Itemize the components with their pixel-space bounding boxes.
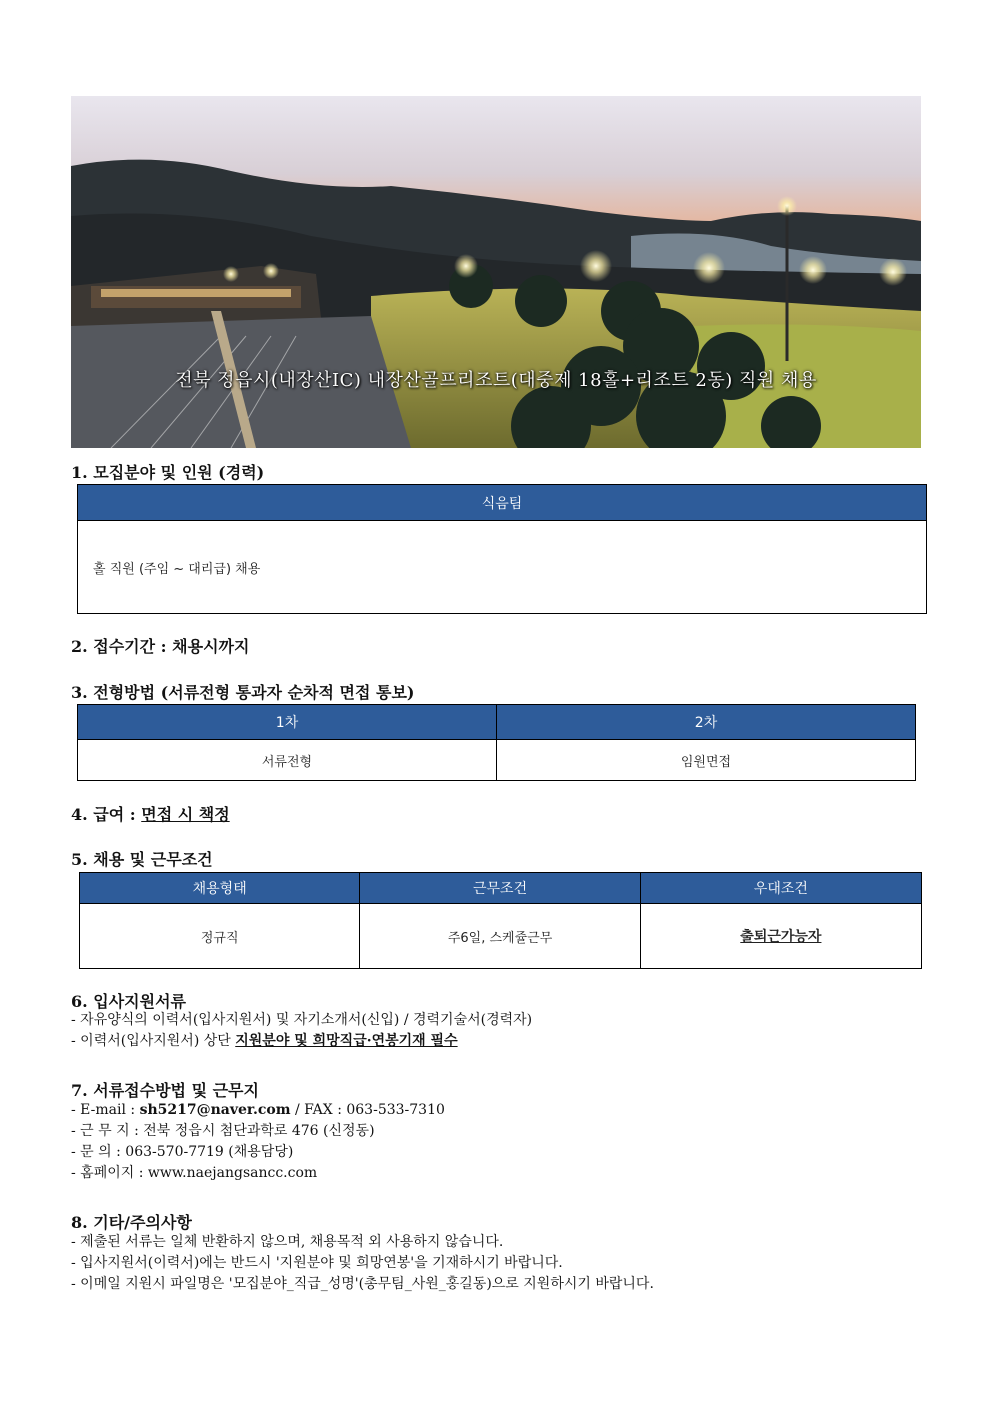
section-6-line-2-emphasis: 지원분야 및 희망직급·연봉기재 필수 bbox=[235, 1033, 458, 1049]
banner-photo bbox=[71, 96, 921, 448]
recruit-table-header: 식음팀 bbox=[78, 485, 927, 521]
resort-night-photo bbox=[71, 96, 921, 448]
selection-header-1: 1차 bbox=[78, 705, 497, 740]
email-link[interactable]: sh5217@naver.com bbox=[139, 1102, 291, 1118]
section-6-title: 6. 입사지원서류 bbox=[71, 992, 187, 1011]
selection-cell-2: 임원면접 bbox=[497, 740, 916, 781]
section-4-value: 면접 시 책정 bbox=[141, 805, 230, 824]
banner-title: 전북 정읍시(내장산IC) 내장산골프리조트(대중제 18홀+리조트 2동) 직원 채용 bbox=[175, 370, 817, 391]
section-7-address: - 근 무 지 : 전북 정읍시 첨단과학로 476 (신정동) bbox=[71, 1123, 375, 1139]
section-6-line-2-prefix: - 이력서(입사지원서) 상단 bbox=[71, 1033, 236, 1049]
conditions-cell-3: 출퇴근가능자 bbox=[640, 904, 921, 969]
section-4-label: 4. 급여 : bbox=[71, 805, 142, 824]
section-7-list bbox=[71, 1100, 445, 1184]
fax-text: / FAX : 063-533-7310 bbox=[290, 1102, 445, 1118]
conditions-header-2: 근무조건 bbox=[360, 873, 640, 904]
section-8-title: 8. 기타/주의사항 bbox=[71, 1213, 192, 1232]
selection-header-2: 2차 bbox=[497, 705, 916, 740]
section-2-label: 2. 접수기간 : bbox=[71, 637, 173, 656]
section-6-line-2 bbox=[71, 1031, 532, 1052]
section-1-title: 1. 모집분야 및 인원 (경력) bbox=[71, 463, 265, 482]
section-2-value: 채용시까지 bbox=[172, 637, 250, 656]
section-7-title: 7. 서류접수방법 및 근무지 bbox=[71, 1081, 259, 1100]
section-6-list bbox=[71, 1010, 532, 1052]
section-7-phone: - 문 의 : 063-570-7719 (채용담당) bbox=[71, 1144, 294, 1160]
conditions-cell-2: 주6일, 스케쥴근무 bbox=[360, 904, 640, 969]
email-label: - E-mail : bbox=[71, 1102, 140, 1118]
section-7-email-line bbox=[71, 1100, 445, 1121]
section-5-title: 5. 채용 및 근무조건 bbox=[71, 850, 213, 869]
section-4-title bbox=[71, 802, 230, 825]
section-6-line-1: - 자유양식의 이력서(입사지원서) 및 자기소개서(신입) / 경력기술서(경력자) bbox=[71, 1012, 533, 1028]
conditions-header-3: 우대조건 bbox=[640, 873, 921, 904]
section-8-list bbox=[71, 1232, 654, 1295]
section-7-homepage[interactable]: - 홈페이지 : www.naejangsancc.com bbox=[71, 1165, 318, 1181]
section-2-title bbox=[71, 634, 249, 657]
section-3-title: 3. 전형방법 (서류전형 통과자 순차적 면접 통보) bbox=[71, 683, 415, 702]
section-8-line-2: - 입사지원서(이력서)에는 반드시 '지원분야 및 희망연봉'을 기재하시기 바랍니다. bbox=[71, 1255, 563, 1271]
conditions-table bbox=[79, 872, 922, 969]
section-8-line-3: - 이메일 지원시 파일명은 '모집분야_직급_성명'(총무팀_사원_홍길동)으로 지원하시기 바랍니다. bbox=[71, 1276, 654, 1292]
section-8-line-1: - 제출된 서류는 일체 반환하지 않으며, 채용목적 외 사용하지 않습니다. bbox=[71, 1234, 504, 1250]
recruit-table bbox=[77, 484, 927, 614]
selection-table bbox=[77, 704, 916, 781]
conditions-cell-1: 정규직 bbox=[80, 904, 360, 969]
selection-cell-1: 서류전형 bbox=[78, 740, 497, 781]
recruit-table-body: 홀 직원 (주임 ~ 대리급) 채용 bbox=[78, 521, 927, 614]
conditions-header-1: 채용형태 bbox=[80, 873, 360, 904]
